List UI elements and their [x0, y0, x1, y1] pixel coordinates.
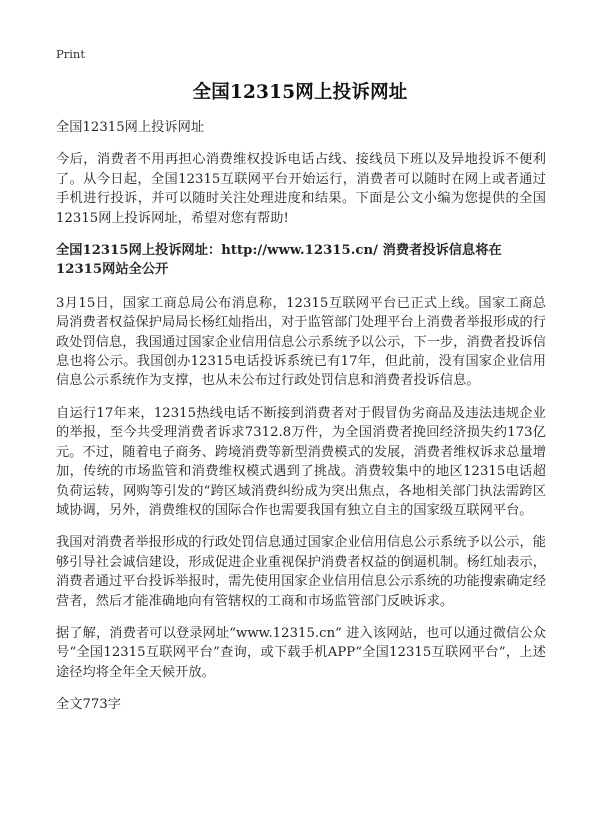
article-subtitle: 全国12315网上投诉网址 [56, 120, 205, 135]
body-paragraph-2: 自运行17年来，12315热线电话不断接到消费者对于假冒伪劣商品及违法违规企业的举报，至今共受理消费者诉求7312.8万件，为全国消费者挽回经济损失约173亿元。不过，随着电子商务、跨境消费等新型消费模式的发展，消费者维权诉求总量增加，传统的市场监管和消费维权模式遇到了挑战。消费较集中的地区12315电话超负荷运转，网购等引发的“跨区域消费纠纷成为突出焦点，各地相关部门执法需跨区域协调，另外，消费维权的国际合作也需要我国有独立自主的国家级互联网平台。 [56, 405, 546, 518]
page-title: 全国12315网上投诉网址 [192, 82, 408, 103]
url-announcement: 全国12315网上投诉网址：http://www.12315.cn/ 消费者投诉信息将在12315网站全公开 [56, 243, 502, 278]
article-body [56, 118, 546, 715]
body-paragraph-4: 据了解，消费者可以登录网址“www.12315.cn” 进入该网站，也可以通过微信公众号“全国12315互联网平台”查询，或下载手机APP“全国12315互联网平台”，上述途径均将全年全天候开放。 [56, 625, 546, 680]
print-link[interactable]: Print [56, 47, 85, 61]
body-paragraph-1: 3月15日，国家工商总局公布消息称，12315互联网平台已正式上线。国家工商总局消费者权益保护局局长杨红灿指出，对于监管部门处理平台上消费者举报形成的行政处罚信息，我国通过国家企业信用信息公示系统予以公示，下一步，消费者投诉信息也将公示。我国创办12315电话投诉系统已有17年，但此前，没有国家企业信用信息公示系统作为支撑，也从未公布过行政处罚信息和消费者投诉信息。 [56, 295, 546, 389]
word-count: 全文773字 [56, 697, 122, 713]
intro-paragraph: 今后，消费者不用再担心消费维权投诉电话占线、接线员下班以及异地投诉不便利了。从今日起，全国12315互联网平台开始运行，消费者可以随时在网上或者通过手机进行投诉，并可以随时关注处理进度和结果。下面是公文小编为您提供的全国12315网上投诉网址，希望对您有帮助! [56, 152, 546, 226]
body-paragraph-3: 我国对消费者举报形成的行政处罚信息通过国家企业信用信息公示系统予以公示，能够引导社会诚信建设，形成促进企业重视保护消费者权益的倒逼机制。杨红灿表示，消费者通过平台投诉举报时，需先使用国家企业信用信息公示系统的功能搜索确定经营者，然后才能准确地向有管辖权的工商和市场监管部门反映诉求。 [56, 535, 546, 609]
